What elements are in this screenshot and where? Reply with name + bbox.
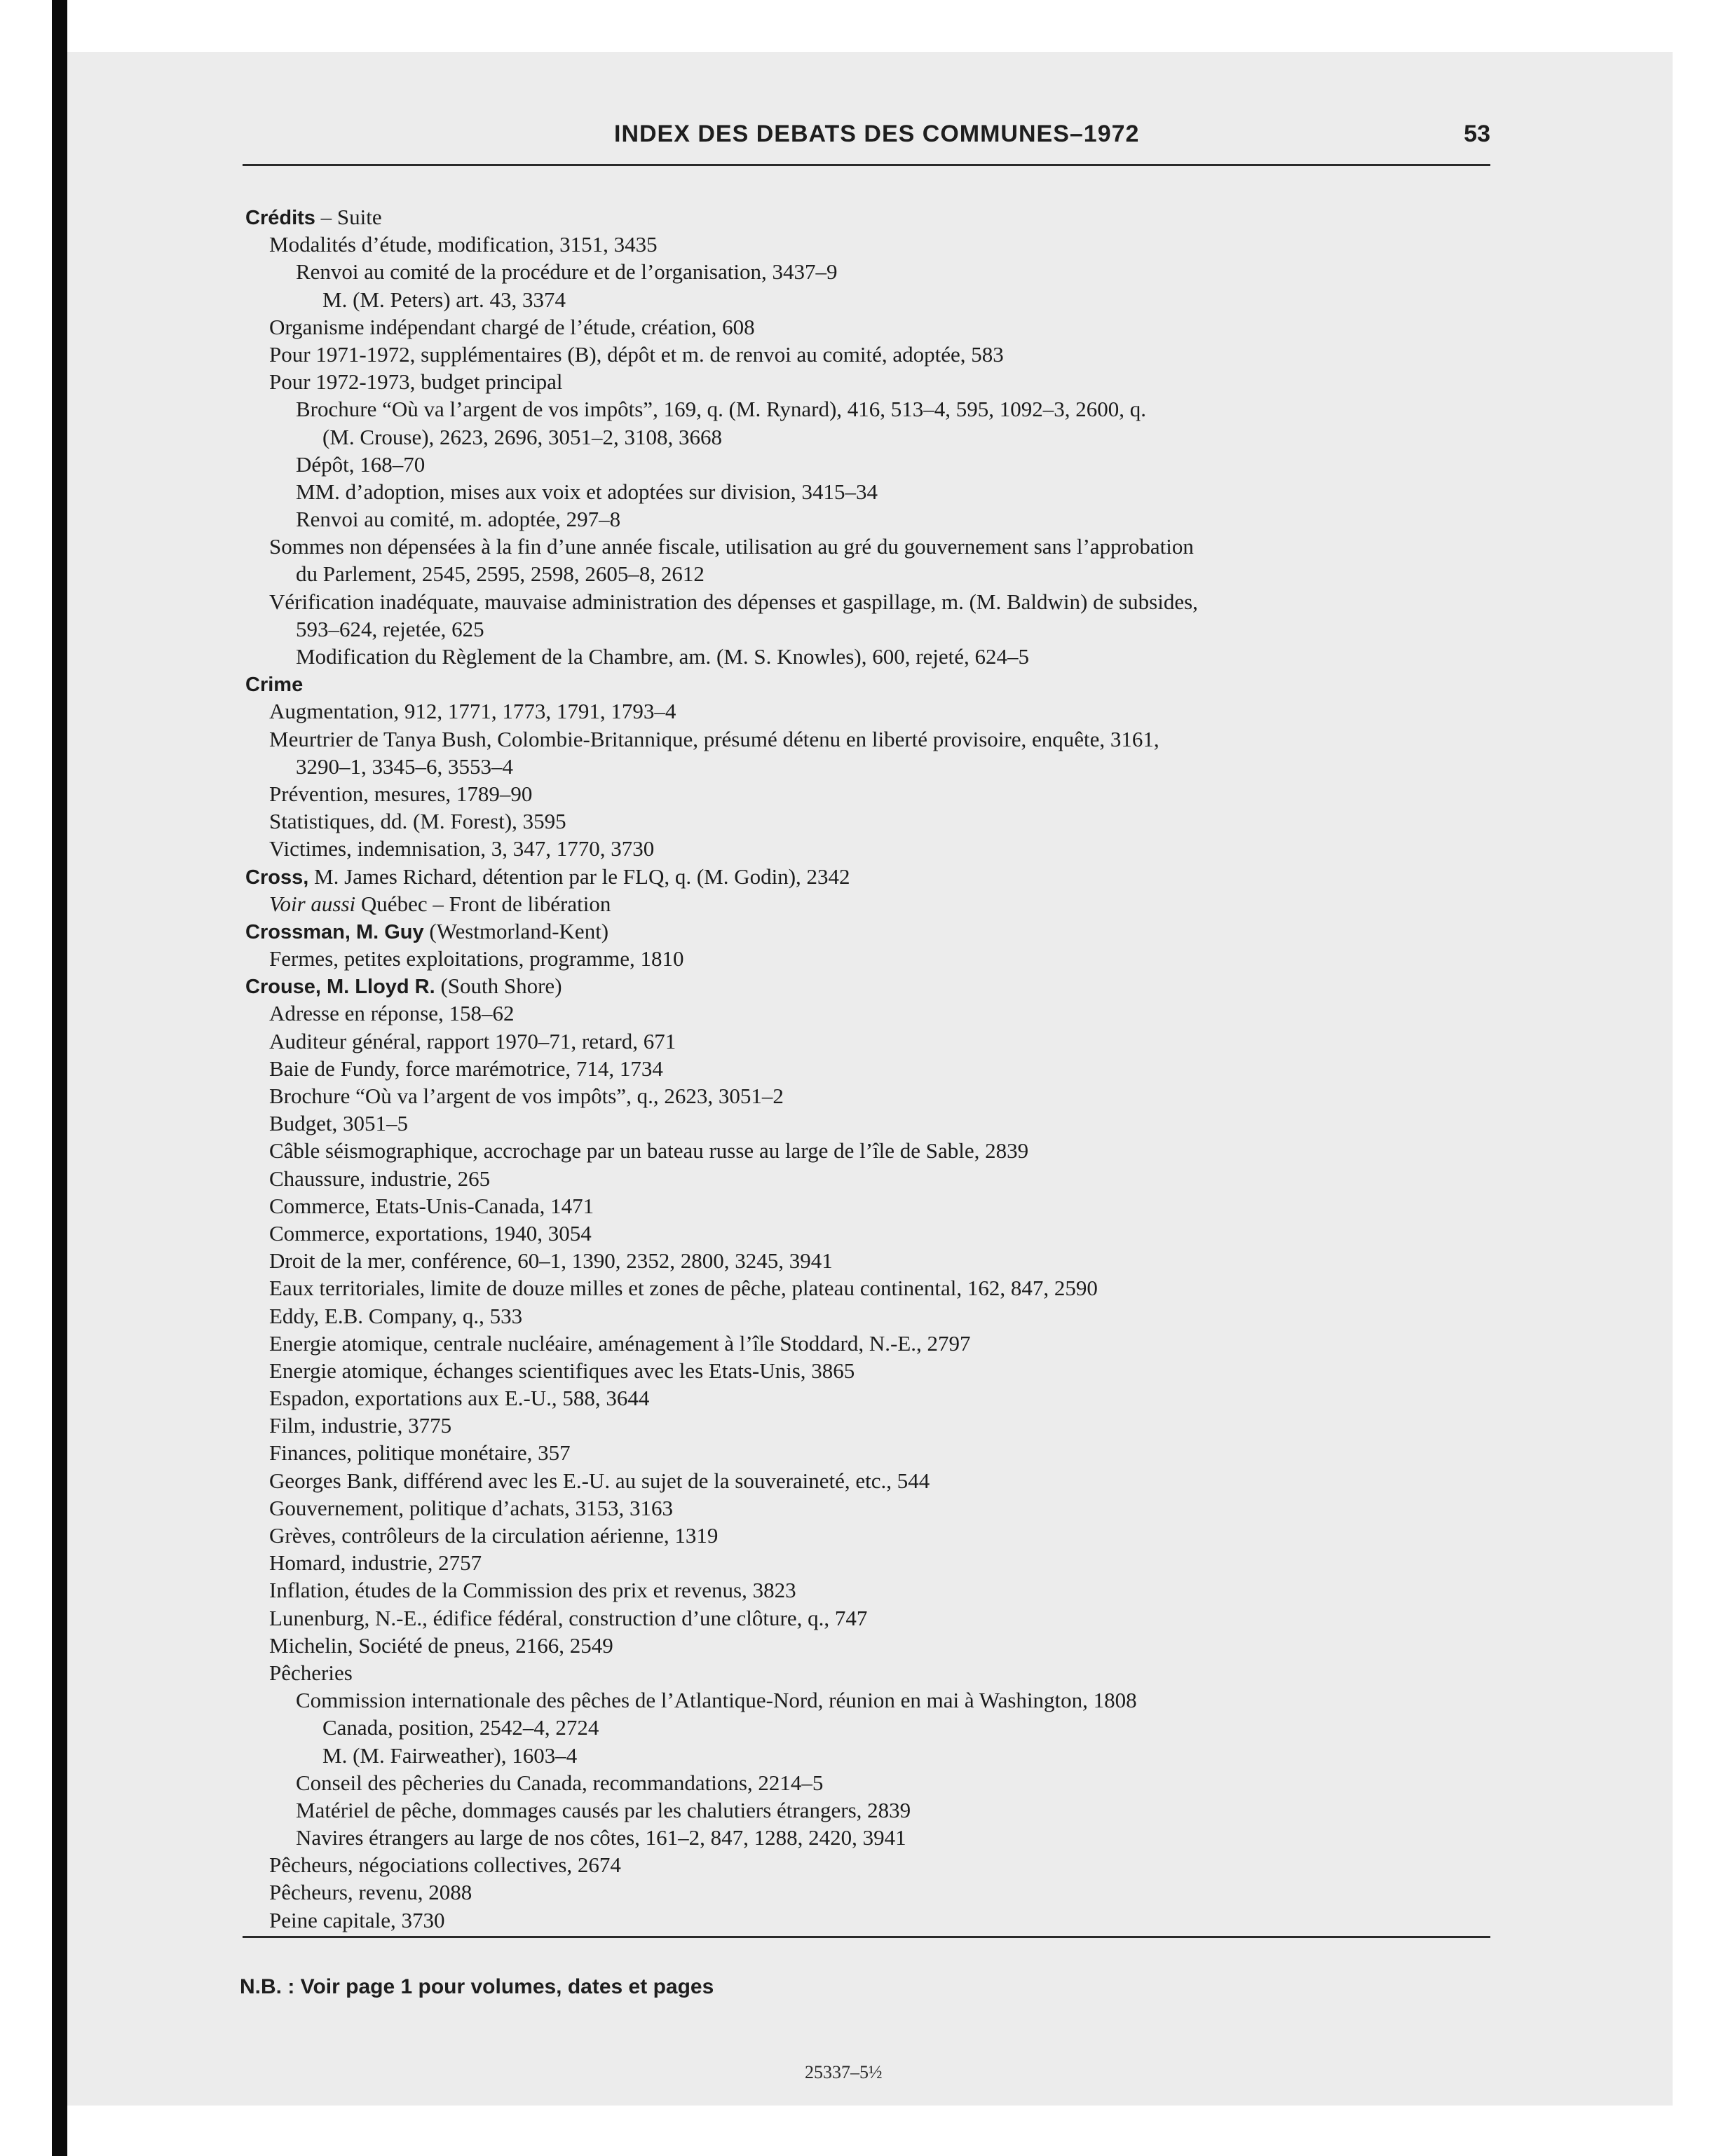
index-subentry xyxy=(245,999,1500,1027)
index-subentry xyxy=(245,807,1500,835)
index-subentry xyxy=(245,725,1500,753)
index-subentry xyxy=(245,341,1500,368)
index-subentry xyxy=(245,643,1500,670)
page-number: 53 xyxy=(1464,121,1490,147)
index-subentry xyxy=(245,505,1500,533)
entry-text: Adresse en réponse, 158–62 xyxy=(269,1001,515,1026)
index-subentry xyxy=(245,533,1500,560)
entry-text: Grèves, contrôleurs de la circulation aérienne, 1319 xyxy=(269,1523,719,1548)
entry-text: Chaussure, industrie, 265 xyxy=(269,1166,491,1191)
entry-text: M. (M. Fairweather), 1603–4 xyxy=(322,1742,578,1768)
index-subentry xyxy=(245,697,1500,725)
entry-text: MM. d’adoption, mises aux voix et adoptées sur division, 3415–34 xyxy=(296,479,878,504)
index-subentry xyxy=(245,1576,1500,1604)
entry-text: Modification du Règlement de la Chambre, am. (M. S. Knowles), 600, rejeté, 624–5 xyxy=(296,644,1030,669)
index-subentry xyxy=(245,1330,1500,1357)
index-subentry xyxy=(245,1467,1500,1494)
entry-text: Brochure “Où va l’argent de vos impôts”, q., 2623, 3051–2 xyxy=(269,1084,784,1108)
index-subentry xyxy=(245,1632,1500,1659)
index-subentry xyxy=(245,1878,1500,1906)
index-subentry xyxy=(245,1412,1500,1439)
index-subentry xyxy=(245,1714,1500,1741)
entry-text: Statistiques, dd. (M. Forest), 3595 xyxy=(269,809,566,834)
entry-text: Pêcheurs, revenu, 2088 xyxy=(269,1880,472,1905)
index-subentry xyxy=(245,395,1500,423)
index-subentry xyxy=(245,1439,1500,1466)
entry-text: Meurtrier de Tanya Bush, Colombie-Britannique, présumé détenu en liberté provisoire, enquête, 3161, xyxy=(269,726,1159,751)
index-subentry xyxy=(245,1247,1500,1274)
entry-text: Gouvernement, politique d’achats, 3153, 3163 xyxy=(269,1495,673,1520)
index-subentry xyxy=(245,1494,1500,1522)
entry-text: Budget, 3051–5 xyxy=(269,1111,409,1136)
entry-text: – Suite xyxy=(315,205,382,229)
index-subentry xyxy=(245,780,1500,807)
index-entries xyxy=(245,203,1500,1934)
entry-heading: Crédits xyxy=(245,207,315,229)
index-subentry xyxy=(245,588,1500,615)
entry-text: du Parlement, 2545, 2595, 2598, 2605–8, 2612 xyxy=(296,561,705,587)
entry-text: M. (M. Peters) art. 43, 3374 xyxy=(322,287,566,312)
index-subentry xyxy=(245,615,1500,643)
entry-text: Organisme indépendant chargé de l’étude, création, 608 xyxy=(269,314,755,339)
index-subentry xyxy=(245,1082,1500,1110)
entry-text: Québec – Front de libération xyxy=(355,891,611,916)
entry-text: Inflation, études de la Commission des prix et revenus, 3823 xyxy=(269,1578,796,1603)
index-subentry xyxy=(245,1549,1500,1576)
index-subentry xyxy=(245,1906,1500,1934)
entry-heading: Crime xyxy=(245,674,304,697)
index-heading-entry xyxy=(245,917,1500,945)
footnote: N.B. : Voir page 1 pour volumes, dates et pages xyxy=(240,1975,714,1998)
index-subentry xyxy=(245,1742,1500,1769)
index-heading-entry xyxy=(245,863,1500,890)
entry-text: Matériel de pêche, dommages causés par les chalutiers étrangers, 2839 xyxy=(296,1797,911,1822)
index-subentry xyxy=(245,753,1500,780)
entry-text: Energie atomique, échanges scientifiques avec les Etats-Unis, 3865 xyxy=(269,1358,855,1383)
index-subentry xyxy=(245,1686,1500,1714)
entry-text: Pêcheries xyxy=(269,1660,353,1685)
index-subentry xyxy=(245,890,1500,917)
entry-text: Modalités d’étude, modification, 3151, 3435 xyxy=(269,232,658,257)
index-subentry xyxy=(245,1137,1500,1164)
entry-text: Eddy, E.B. Company, q., 533 xyxy=(269,1303,523,1328)
index-subentry xyxy=(245,1274,1500,1302)
entry-text: Homard, industrie, 2757 xyxy=(269,1550,482,1576)
index-subentry xyxy=(245,1851,1500,1878)
entry-text: Renvoi au comité de la procédure et de l’organisation, 3437–9 xyxy=(296,259,838,285)
entry-cross-reference: Voir aussi xyxy=(269,891,356,916)
index-subentry xyxy=(245,258,1500,285)
entry-text: Renvoi au comité, m. adoptée, 297–8 xyxy=(296,507,621,532)
index-subentry xyxy=(245,560,1500,587)
entry-text: Prévention, mesures, 1789–90 xyxy=(269,781,533,806)
index-subentry xyxy=(245,835,1500,862)
index-subentry xyxy=(245,945,1500,972)
index-heading-entry xyxy=(245,203,1500,231)
entry-text: 3290–1, 3345–6, 3553–4 xyxy=(296,753,513,779)
entry-text: Espadon, exportations aux E.-U., 588, 3644 xyxy=(269,1386,650,1411)
folio-number: 25337–5½ xyxy=(805,2062,883,2082)
entry-text: (South Shore) xyxy=(435,974,562,999)
index-subentry xyxy=(245,1824,1500,1851)
entry-text: Droit de la mer, conférence, 60–1, 1390, 2352, 2800, 3245, 3941 xyxy=(269,1248,833,1274)
entry-heading: Crossman, M. Guy xyxy=(245,920,424,943)
index-subentry xyxy=(245,1522,1500,1549)
entry-text: Dépôt, 168–70 xyxy=(296,451,426,477)
index-heading-entry xyxy=(245,670,1500,697)
index-subentry xyxy=(245,1302,1500,1330)
entry-text: Lunenburg, N.-E., édifice fédéral, construction d’une clôture, q., 747 xyxy=(269,1605,868,1630)
index-subentry xyxy=(245,1659,1500,1686)
index-subentry xyxy=(245,1192,1500,1220)
entry-heading: Crouse, M. Lloyd R. xyxy=(245,976,435,999)
entry-text: Pour 1972-1973, budget principal xyxy=(269,369,563,395)
entry-text: (Westmorland-Kent) xyxy=(423,918,609,943)
index-subentry xyxy=(245,1604,1500,1632)
entry-text: Commerce, Etats-Unis-Canada, 1471 xyxy=(269,1193,594,1218)
index-subentry xyxy=(245,1165,1500,1192)
entry-text: Pêcheurs, négociations collectives, 2674 xyxy=(269,1853,621,1878)
page-title: INDEX DES DEBATS DES COMMUNES–1972 xyxy=(614,121,1140,147)
entry-text: Film, industrie, 3775 xyxy=(269,1413,452,1438)
index-subentry xyxy=(245,451,1500,478)
index-subentry xyxy=(245,1220,1500,1247)
entry-text: Fermes, petites exploitations, programme, 1810 xyxy=(269,946,684,971)
entry-text: Conseil des pêcheries du Canada, recommandations, 2214–5 xyxy=(296,1770,824,1795)
entry-text: M. James Richard, détention par le FLQ, q. (M. Godin), 2342 xyxy=(308,864,850,889)
entry-text: Baie de Fundy, force marémotrice, 714, 1734 xyxy=(269,1056,663,1081)
entry-text: Energie atomique, centrale nucléaire, aménagement à l’île Stoddard, N.-E., 2797 xyxy=(269,1330,971,1356)
entry-text: Victimes, indemnisation, 3, 347, 1770, 3730 xyxy=(269,836,655,861)
index-subentry xyxy=(245,313,1500,341)
entry-heading: Cross, xyxy=(245,866,309,889)
entry-text: Peine capitale, 3730 xyxy=(269,1907,445,1932)
index-subentry xyxy=(245,1769,1500,1796)
entry-text: Navires étrangers au large de nos côtes, 161–2, 847, 1288, 2420, 3941 xyxy=(296,1825,906,1850)
entry-text: (M. Crouse), 2623, 2696, 3051–2, 3108, 3668 xyxy=(322,424,723,449)
entry-text: 593–624, rejetée, 625 xyxy=(296,616,484,641)
footer-rule xyxy=(243,1936,1490,1938)
index-subentry xyxy=(245,1384,1500,1412)
entry-text: Eaux territoriales, limite de douze milles et zones de pêche, plateau continental, 162, 847, 2590 xyxy=(269,1276,1098,1301)
index-subentry xyxy=(245,1357,1500,1384)
entry-text: Augmentation, 912, 1771, 1773, 1791, 1793–4 xyxy=(269,699,676,724)
index-subentry xyxy=(245,478,1500,505)
entry-text: Commerce, exportations, 1940, 3054 xyxy=(269,1220,592,1246)
entry-text: Pour 1971-1972, supplémentaires (B), dépôt et m. de renvoi au comité, adoptée, 583 xyxy=(269,341,1004,367)
entry-text: Auditeur général, rapport 1970–71, retard, 671 xyxy=(269,1028,676,1053)
header-rule xyxy=(243,164,1490,166)
index-subentry xyxy=(245,368,1500,395)
index-subentry xyxy=(245,1028,1500,1055)
entry-text: Commission internationale des pêches de l’Atlantique-Nord, réunion en mai à Washington, 1808 xyxy=(296,1688,1137,1713)
entry-text: Brochure “Où va l’argent de vos impôts”, 169, q. (M. Rynard), 416, 513–4, 595, 1092–3, 2600, q. xyxy=(296,397,1147,422)
entry-text: Vérification inadéquate, mauvaise administration des dépenses et gaspillage, m. (M. Baldwin) de subsides, xyxy=(269,589,1198,614)
index-subentry xyxy=(245,231,1500,258)
index-subentry xyxy=(245,286,1500,313)
index-subentry xyxy=(245,423,1500,451)
index-subentry xyxy=(245,1796,1500,1824)
page-header xyxy=(243,121,1490,163)
entry-text: Canada, position, 2542–4, 2724 xyxy=(322,1715,599,1740)
entry-text: Câble séismographique, accrochage par un bateau russe au large de l’île de Sable, 2839 xyxy=(269,1138,1029,1164)
index-subentry xyxy=(245,1110,1500,1137)
scan-border xyxy=(52,0,67,2156)
entry-text: Finances, politique monétaire, 357 xyxy=(269,1440,571,1466)
index-heading-entry xyxy=(245,972,1500,999)
entry-text: Michelin, Société de pneus, 2166, 2549 xyxy=(269,1632,613,1658)
index-subentry xyxy=(245,1055,1500,1082)
entry-text: Sommes non dépensées à la fin d’une année fiscale, utilisation au gré du gouvernement sans l’approbation xyxy=(269,534,1194,559)
entry-text: Georges Bank, différend avec les E.-U. au sujet de la souveraineté, etc., 544 xyxy=(269,1468,930,1493)
